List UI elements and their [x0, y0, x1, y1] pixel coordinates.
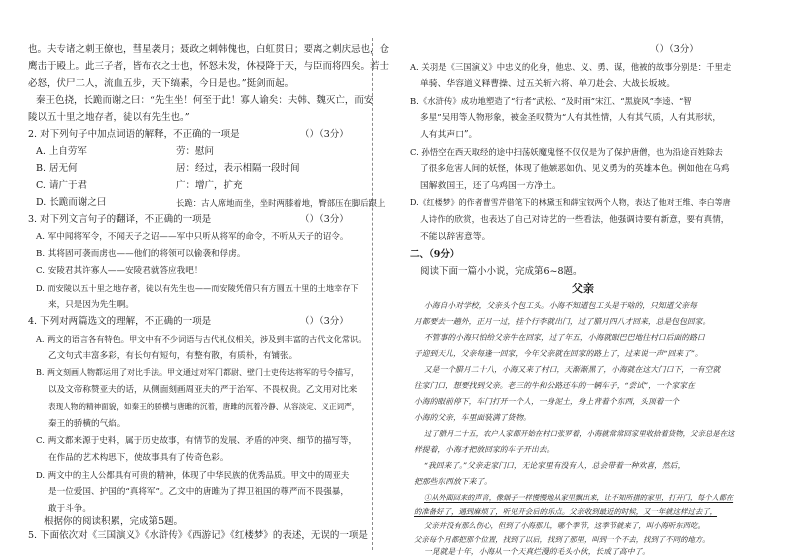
story-line: 小海的父亲，车里面装满了货物。: [414, 413, 531, 422]
option-b: B.《水浒传》成功地塑造了“行者”武松、“及时雨”宋江、“黑旋风”李逵、“智: [410, 96, 692, 106]
story-line: 又是一个腊月二十八，小海又来了村口，天渐渐黑了，小海就在这大门口下，一有空就: [424, 365, 721, 374]
right-column: [380, 0, 794, 560]
option-b-cont: 多星”吴用等人物形象，被金圣叹赞为“人有其性情，人有其气质，人有其形状，: [420, 113, 721, 123]
question-stem: 4. 下列对两篇选文的理解，不正确的一项是: [28, 316, 212, 327]
story-line: 父亲并没有那么伤心，但到了小海那儿，哪个季节，这季节就来了，叫小海听东西吃。: [424, 521, 705, 530]
story-title: 父亲: [572, 282, 594, 295]
story-line: “我回来了。”父亲走家门口，无论家里有没有人，总会带着一种欢喜，然后，: [424, 461, 686, 470]
option-b-explain: 居：经过，表示相隔一段时间: [176, 163, 300, 174]
question-score: （）（3分）: [650, 44, 699, 55]
section-heading: 二、（9分）: [410, 249, 460, 260]
passage-line: 秦王色挠，长跪而谢之曰：“先生坐！何至于此！寡人谕矣：夫韩、魏灭亡，而安: [36, 95, 374, 106]
option-b: B. 居无何: [36, 163, 78, 174]
story-line: 往家门口，想要找到父亲。老三的牛和公路还车的一辆车子，“尝试”，一个家家在: [414, 381, 695, 390]
question-stem: 3. 对下列文言句子的翻译，不正确的一项是: [28, 214, 212, 225]
question-stem: 2. 对下列句子中加点词语的解释，不正确的一项是: [28, 129, 240, 140]
option-a: A. 关羽是《三国演义》中忠义的化身，他忠、义、勇、谋，他被的故事分别是：千里走: [410, 62, 732, 72]
passage-line: 也。夫专诸之刺王僚也，彗星袭月；聂政之刺韩傀也，白虹贯日；要离之刺庆忌也，仓: [28, 44, 390, 55]
option-c: C. 孙悟空在西天取经的途中扫荡妖魔鬼怪不仅仅是为了保护唐僧，也为沿途百姓除去: [410, 147, 723, 157]
option-d-cont: 是一位爱国、护国的“真将军”。乙文中的唐雎为了捍卫祖国的尊严而不畏强暴，: [48, 487, 349, 497]
option-d: D. 两文中的主人公都具有可贵的精神，体现了中华民族的优秀品质。甲文中的周亚夫: [36, 470, 350, 480]
story-line: 父亲每个月都把那个位置，找到了以后，找到了那里，叫到一个不去，找到了不同的地方。: [414, 535, 710, 544]
option-c-explain: 广：增广，扩充: [176, 180, 243, 191]
story-line: 样提着，小海才把放回家的车子开出去。: [414, 445, 555, 454]
question-score: （）（3分）: [300, 316, 349, 327]
option-b-cont: 表现人物的精神面貌，如秦王的骄横与唐雎的沉着，唐雎的沉着冷静、从容淡定、义正词严，: [48, 402, 360, 411]
story-line-underlined: 的准备好了，遇到麻烦了，听见开会后的乐点。父亲收到最近的时候，又一年就这样过去了，: [414, 507, 718, 516]
question-stem: 5. 下面依次对《三国演义》《水浒传》《西游记》《红楼梦》的表述，无误的一项是: [28, 530, 368, 541]
option-a-explain: 劳：慰问: [176, 146, 215, 157]
option-d-cont: 来，只是因为先生啊。: [48, 300, 134, 310]
option-c-cont: 国解救国王，还了乌鸡国一方净土。: [420, 181, 561, 191]
story-line: 把那些东西放下来了。: [414, 477, 492, 486]
story-line: 月都要去一趟外，正月一过，挂个行李就出门，过了腊月四八才回来，总是包包回家。: [414, 317, 711, 326]
option-c: C. 请广于君: [36, 180, 87, 191]
option-d-cont: 不能以辞害意等。: [420, 232, 491, 242]
option-d-cont: 人诗作的欣赏，也表达了自己对诗艺的一些看法，他强调诗要有新意，要有真情，: [420, 215, 730, 225]
left-column: [0, 0, 390, 560]
option-b: B. 其将固可袭而虏也——他们的将领可以偷袭和俘虏。: [36, 249, 246, 259]
option-a: A. 两文的语言各有特色。甲文中有不少词语与古代礼仪相关，涉及到丰富的古代文化常识。: [36, 334, 367, 344]
option-c: C. 安陵君其许寡人——安陵君就答应我吧！: [36, 266, 203, 276]
option-c-cont: 了很多危害人间的妖怪，体现了他嫉恶如仇、见义勇为的英雄本色。例如他在乌鸡: [420, 164, 730, 174]
option-b-cont: 以及文帝称赞亚夫的话，从侧面刻画周亚夫的严于治军、不畏权贵。乙文用对比来: [48, 385, 358, 395]
story-line-underlined: ①从外面回来的声音，像烟子一样慢慢地从家里飘出来，让不知所措的家里，打开门，每个人都在: [424, 493, 734, 502]
question-score: （）（3分）: [300, 129, 349, 140]
passage-line: 陵以五十里之地存者，徒以有先生也。”: [28, 112, 190, 123]
option-c-cont: 在作品的艺术构思下，使故事具有了传奇色彩。: [48, 453, 229, 463]
option-d-explain: 长跪：古人席地而坐，坐时两膝着地，臀部压在脚后跟上: [176, 198, 386, 208]
option-a-cont: 乙文句式丰富多彩，有长句有短句，有整有散，有质朴，有铺张。: [48, 351, 298, 361]
passage-line: 鹰击于殿上。此三子者，皆布衣之士也，怀怒未发，休祲降于天，与臣而将四矣。若士: [28, 61, 390, 72]
passage-line: 必怒，伏尸二人，流血五步，天下缟素，今日是也。”挺剑而起。: [28, 78, 295, 89]
option-d: D. 长跪而谢之曰: [36, 197, 107, 208]
story-line: 过了腊月二十五，农户人家都开始在村口张罗着，小海就常常回家里收拾着货物，父亲总是在这: [424, 429, 735, 438]
option-a-cont: 单骑、华容道义释曹操、过五关斩六将、单刀赴会、大战长坂坡。: [420, 79, 676, 89]
story-line: 一晃就是十年，小海从一个天真烂漫的毛头小伙，长成了高中了。: [424, 547, 651, 556]
option-d: D. 而安陵以五十里之地存者，徒以有先生也——而安陵凭借只有方圆五十里的土地幸存下: [36, 283, 359, 293]
question-score: （）（3分）: [300, 214, 349, 225]
option-b-cont: 人有其声口”。: [420, 130, 478, 140]
column-divider: [372, 38, 373, 550]
option-d: D.《红楼梦》的作者曹雪芹借笔下的林黛玉和薛宝钗两个人物，表达了他对王维、李白等唐: [410, 198, 731, 207]
story-line: 小海自小对学校，父亲头个包工头。小海不知道包工头是干啥的，只知道父亲每: [424, 301, 697, 310]
option-d-cont: 敢于斗争。: [48, 504, 91, 514]
option-a: A. 军中闻将军令，不闻天子之诏——军中只听从将军的命令，不听从天子的诏令。: [36, 232, 349, 242]
option-b-cont: 秦王的骄横的气焰。: [48, 419, 126, 429]
reading-note: 根据你的阅读积累，完成第5题。: [44, 516, 184, 527]
option-c: C. 两文都来源于史料，属于历史故事，有情节的发展、矛盾的冲突、细节的描写等，: [36, 436, 358, 446]
option-a: A. 上自劳军: [36, 146, 87, 157]
option-b: B. 两文刻画人物都运用了对比手法。甲文通过对军门都尉、壁门士吏传达将军的号令描写，: [36, 368, 359, 377]
instruction: 阅读下面一篇小小说，完成第6~8题。: [420, 266, 583, 277]
story-line: 子迎到天儿，父亲每逢一回家，今年父亲就在回家的路上了，过来说一声“回来了”。: [414, 349, 703, 358]
story-line: 不管事的小海只怕给父亲牛在回家，过了年五，小海就眼巴巴地往村口后面的路口: [424, 333, 705, 342]
story-line: 小海的眼前停下，车门打开一个人，一身泥土，身上背着个东西，头顶着一个: [414, 397, 680, 406]
